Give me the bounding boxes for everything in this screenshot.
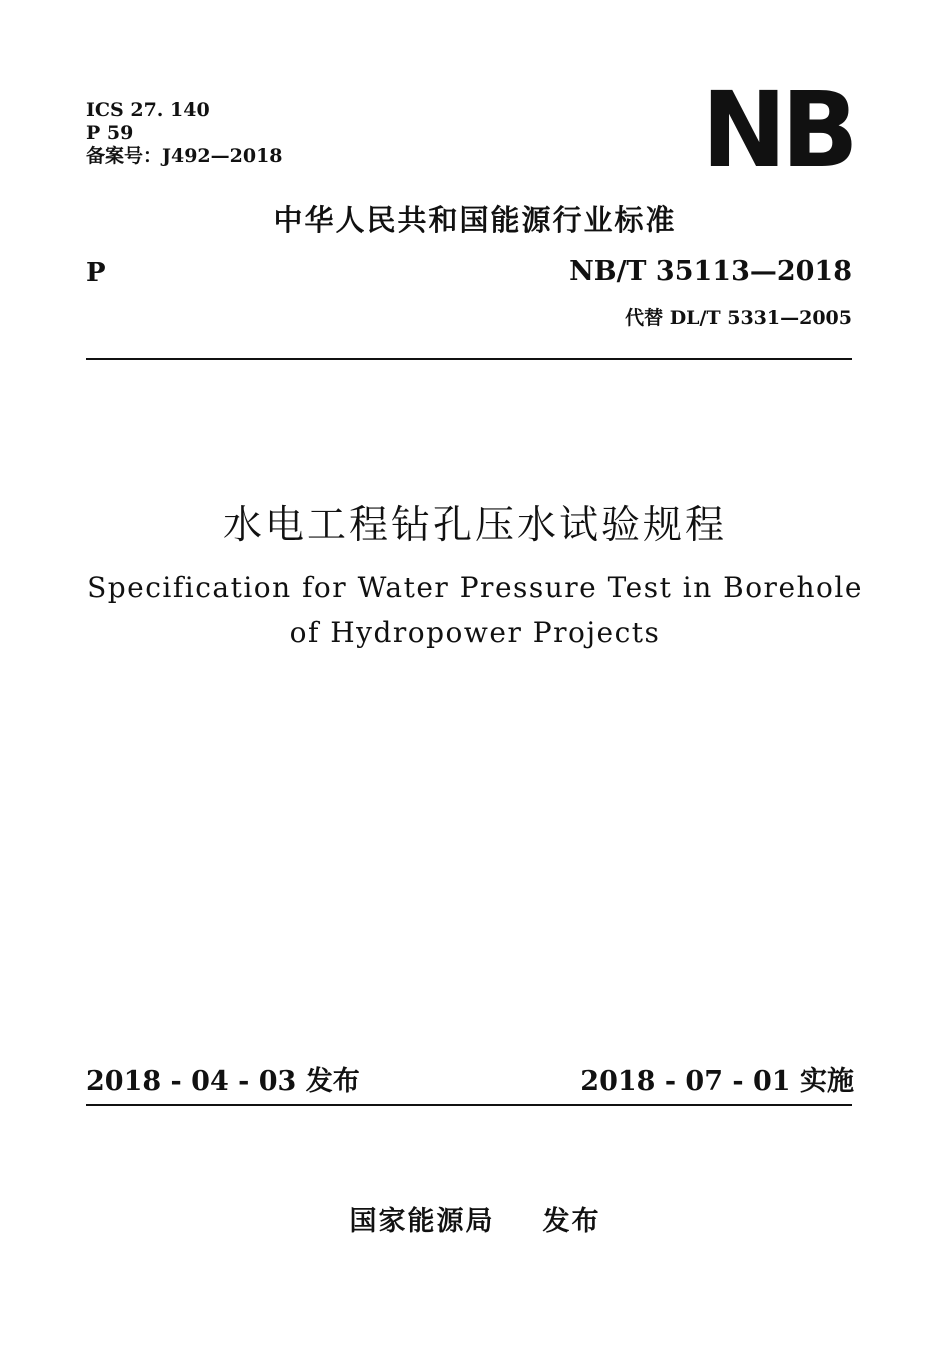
implementation-date: 2018 - 07 - 01 实施 <box>580 1066 854 1097</box>
title-chinese: 水电工程钻孔压水试验规程 <box>222 503 727 548</box>
replaces-standard: 代替 DL/T 5331—2005 <box>625 307 852 329</box>
nb-logo: NB <box>701 69 853 191</box>
bottom-divider <box>86 1104 852 1106</box>
issue-date: 2018 - 04 - 03 发布 <box>86 1066 360 1097</box>
title-english-line2: of Hydropower Projects <box>289 616 661 649</box>
publish-action: 发布 <box>542 1206 601 1237</box>
p-code: P 59 <box>86 122 134 144</box>
standard-number: NB/T 35113—2018 <box>569 256 852 287</box>
publisher-line <box>0 1199 950 1238</box>
record-number: 备案号：J492—2018 <box>86 145 283 167</box>
top-divider <box>86 358 852 360</box>
classification-block <box>86 99 283 168</box>
title-english-line1: Specification for Water Pressure Test in Borehole <box>87 571 863 604</box>
ccs-code: P <box>86 258 106 288</box>
standard-type-heading: 中华人民共和国能源行业标准 <box>273 203 677 237</box>
publisher-name: 国家能源局 <box>349 1206 495 1237</box>
ics-code: ICS 27. 140 <box>86 99 210 121</box>
